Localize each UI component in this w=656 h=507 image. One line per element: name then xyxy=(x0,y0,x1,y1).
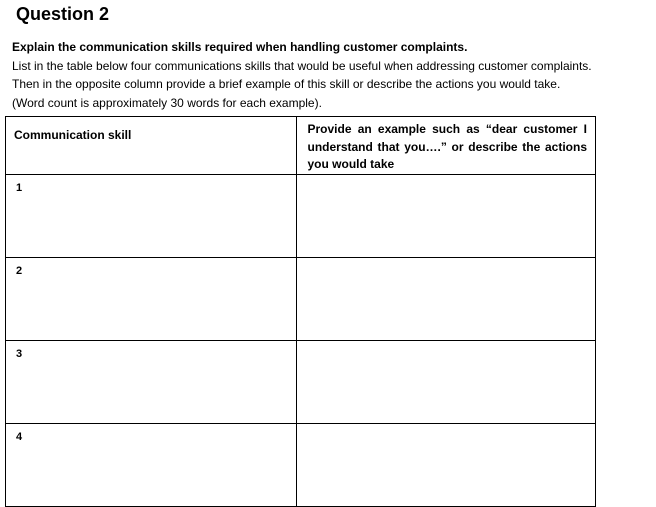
table-row xyxy=(6,257,596,340)
instructions-line-1: List in the table below four communications skills that would be useful when addressing customer complaints. xyxy=(12,58,592,73)
row-number: 1 xyxy=(16,181,23,194)
instructions-line-2: Then in the opposite column provide a brief example of this skill or describe the actions you would take. xyxy=(12,77,561,91)
table-row xyxy=(6,423,596,506)
skill-cell-4[interactable] xyxy=(6,423,297,506)
skills-table xyxy=(5,116,596,507)
table-row xyxy=(6,174,596,257)
row-number: 4 xyxy=(16,430,23,443)
example-cell-1[interactable] xyxy=(297,174,596,257)
row-number: 3 xyxy=(16,347,23,360)
instructions-line-3: (Word count is approximately 30 words for each example). xyxy=(12,95,322,110)
skill-cell-1[interactable] xyxy=(6,174,297,257)
skill-cell-2[interactable] xyxy=(6,257,297,340)
question-title: Question 2 xyxy=(16,4,110,24)
example-cell-4[interactable] xyxy=(297,423,596,506)
skill-cell-3[interactable] xyxy=(6,340,297,423)
example-cell-3[interactable] xyxy=(297,340,596,423)
instructions-lead: Explain the communication skills required when handling customer complaints. xyxy=(12,40,468,54)
header-communication-skill: Communication skill xyxy=(6,117,297,175)
example-cell-2[interactable] xyxy=(297,257,596,340)
table-row xyxy=(6,340,596,423)
header-example: Provide an example such as “dear customer I understand that you….” or describe the actions you would take xyxy=(297,117,596,175)
row-number: 2 xyxy=(16,264,23,277)
table-header-row xyxy=(6,117,596,175)
instructions xyxy=(12,38,656,112)
